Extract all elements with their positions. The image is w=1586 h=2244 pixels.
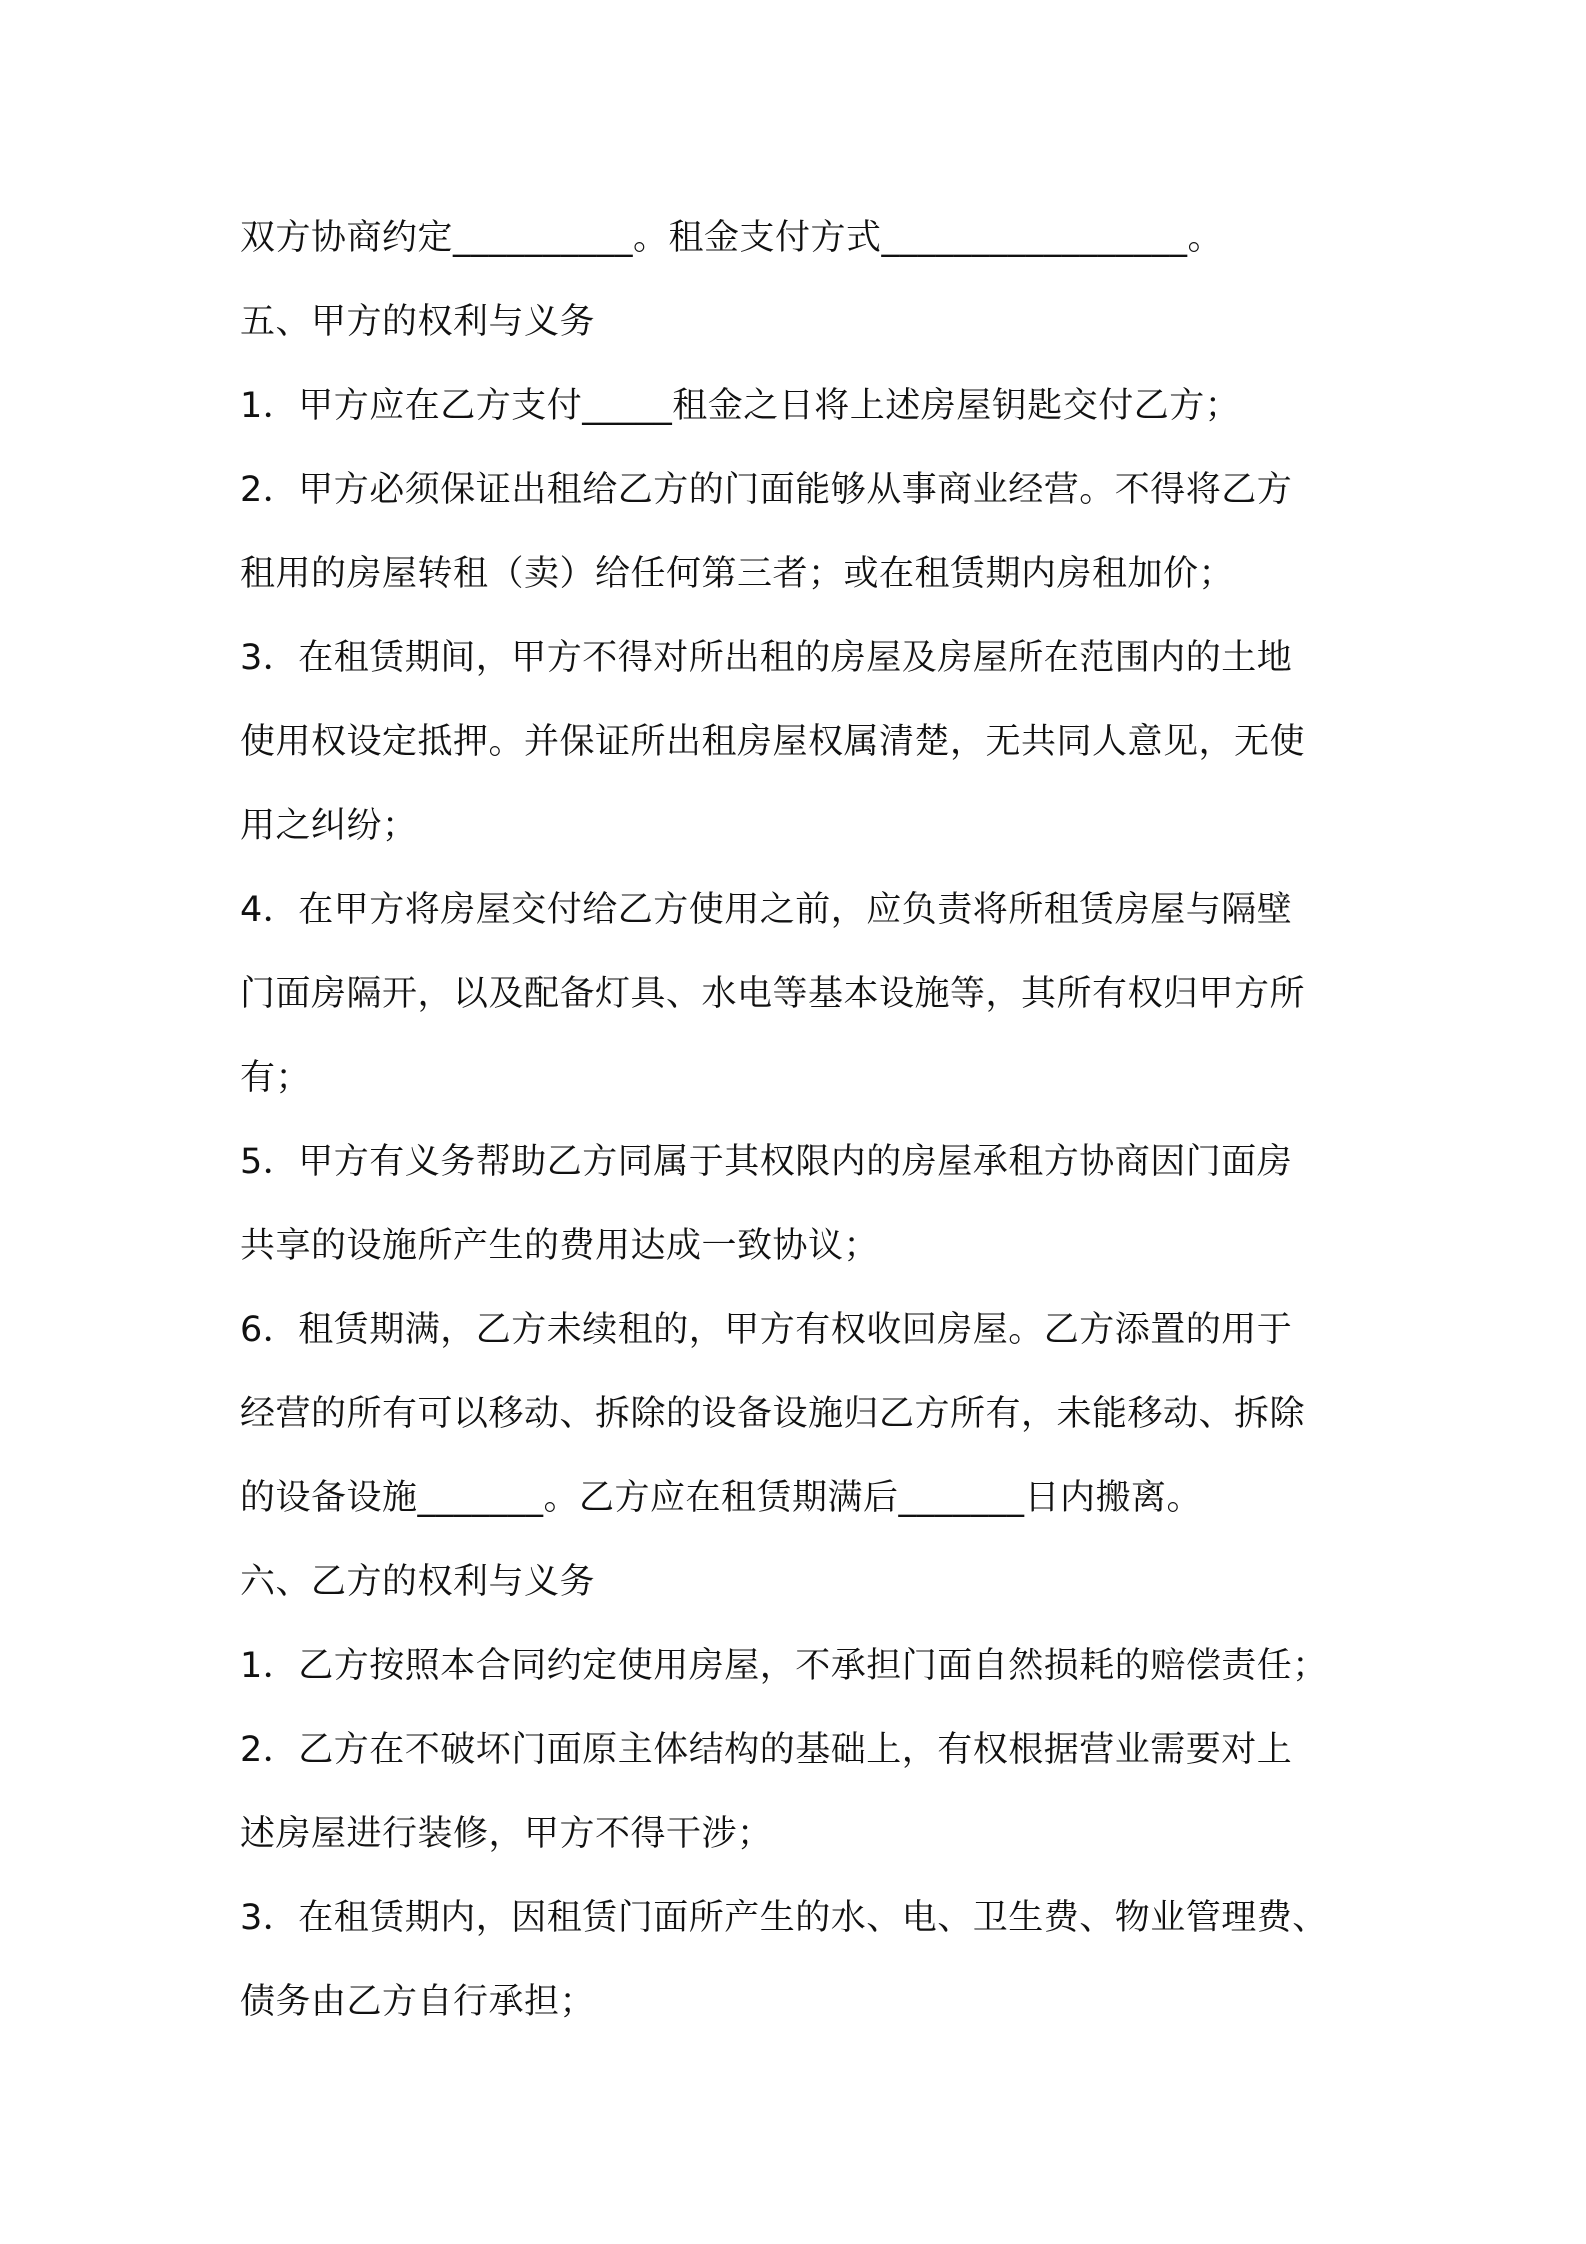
section-heading-6: 六、乙方的权利与义务 bbox=[240, 1562, 596, 1602]
document-body bbox=[240, 196, 1360, 2044]
text-line-7: 使用权设定抵押。并保证所出租房屋权属清楚，无共同人意见，无使 bbox=[240, 722, 1306, 762]
text-line-11: 有； bbox=[240, 1058, 312, 1098]
text-line-18: 1．乙方按照本合同约定使用房屋，不承担门面自然损耗的赔偿责任； bbox=[240, 1646, 1328, 1686]
text-line-4: 2．甲方必须保证出租给乙方的门面能够从事商业经营。不得将乙方 bbox=[240, 470, 1293, 510]
section-heading-5: 五、甲方的权利与义务 bbox=[240, 302, 596, 342]
text-line-13: 共享的设施所产生的费用达成一致协议； bbox=[240, 1226, 880, 1266]
text-line-1: 双方协商约定__________。租金支付方式_________________。 bbox=[240, 218, 1224, 258]
text-line-9: 4．在甲方将房屋交付给乙方使用之前，应负责将所租赁房屋与隔壁 bbox=[240, 890, 1293, 930]
text-line-5: 租用的房屋转租（卖）给任何第三者；或在租赁期内房租加价； bbox=[240, 554, 1235, 594]
text-line-20: 述房屋进行装修，甲方不得干涉； bbox=[240, 1814, 773, 1854]
text-line-12: 5．甲方有义务帮助乙方同属于其权限内的房屋承租方协商因门面房 bbox=[240, 1142, 1293, 1182]
text-line-19: 2．乙方在不破坏门面原主体结构的基础上，有权根据营业需要对上 bbox=[240, 1730, 1293, 1770]
text-line-14: 6．租赁期满，乙方未续租的，甲方有权收回房屋。乙方添置的用于 bbox=[240, 1310, 1293, 1350]
text-line-21: 3．在租赁期内，因租赁门面所产生的水、电、卫生费、物业管理费、 bbox=[240, 1898, 1328, 1938]
text-line-6: 3．在租赁期间，甲方不得对所出租的房屋及房屋所在范围内的土地 bbox=[240, 638, 1293, 678]
text-line-8: 用之纠纷； bbox=[240, 806, 418, 846]
text-line-22: 债务由乙方自行承担； bbox=[240, 1982, 596, 2022]
text-line-3: 1．甲方应在乙方支付_____租金之日将上述房屋钥匙交付乙方； bbox=[240, 386, 1241, 426]
text-line-16: 的设备设施_______。乙方应在租赁期满后_______日内搬离。 bbox=[240, 1478, 1203, 1518]
text-line-10: 门面房隔开，以及配备灯具、水电等基本设施等，其所有权归甲方所 bbox=[240, 974, 1306, 1014]
text-line-15: 经营的所有可以移动、拆除的设备设施归乙方所有，未能移动、拆除 bbox=[240, 1394, 1306, 1434]
